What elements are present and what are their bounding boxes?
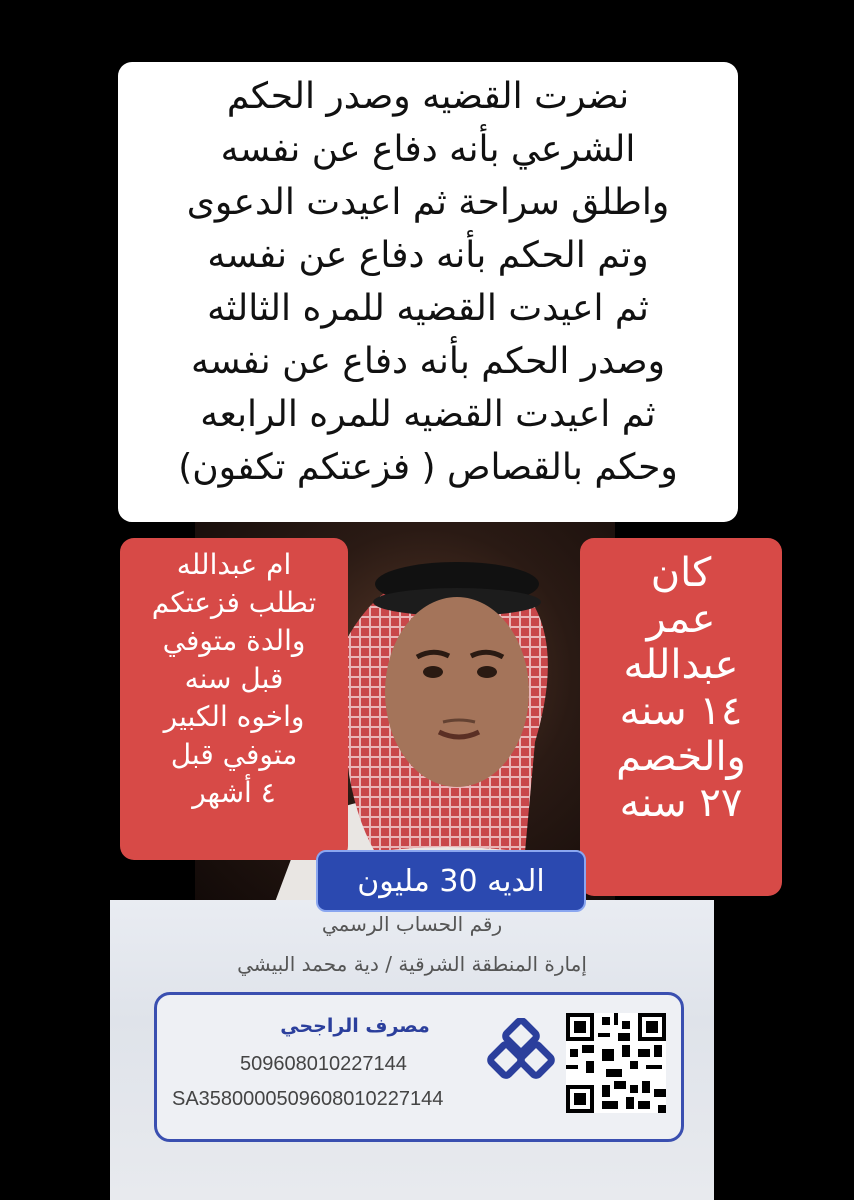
notice-line: ثم اعيدت القضيه للمره الرابعه [200,394,656,435]
account-title: رقم الحساب الرسمي [321,912,503,936]
alrajhi-logo-icon [486,1018,556,1088]
notice-line: وصدر الحكم بأنه دفاع عن نفسه [190,341,666,382]
notice-line: نضرت القضيه وصدر الحكم [226,76,630,117]
ages-line: والخصم [616,734,746,780]
notice-line: وتم الحكم بأنه دفاع عن نفسه [207,235,649,276]
notice-line: ثم اعيدت القضيه للمره الثالثه [207,288,649,329]
account-subtitle: إمارة المنطقة الشرقية / دية محمد البيشي [237,952,587,976]
notice-line: واطلق سراحة ثم اعيدت الدعوى [186,182,670,223]
notice-line: وحكم بالقصاص ( فزعتكم تكفون) [178,447,678,488]
appeal-line: تطلب فزعتكم [151,586,317,619]
ages-line: كان [650,550,712,596]
appeal-line: ام عبدالله [176,548,292,581]
ages-line: عبدالله [623,642,739,688]
bank-name: مصرف الراجحي [280,1015,430,1037]
notice-text [118,70,738,520]
blood-money-badge: الديه 30 مليون [316,850,586,912]
iban-number[interactable]: SA3580000509608010227144 [172,1088,444,1110]
ages-line: ١٤ سنه [619,688,743,734]
appeal-line: ٤ أشهر [192,776,276,809]
ages-box [580,538,782,896]
ages-line: ٢٧ سنه [619,780,743,826]
appeal-line: قبل سنه [184,662,284,695]
account-number[interactable]: 509608010227144 [240,1053,407,1075]
notice-line: الشرعي بأنه دفاع عن نفسه [220,129,636,170]
appeal-line: متوفي قبل [170,738,298,771]
appeal-line: واخوه الكبير [163,700,305,733]
mother-appeal-box [120,538,348,860]
ages-line: عمر [646,596,716,642]
qr-code-icon[interactable] [566,1013,666,1113]
appeal-line: والدة متوفي [162,624,306,657]
